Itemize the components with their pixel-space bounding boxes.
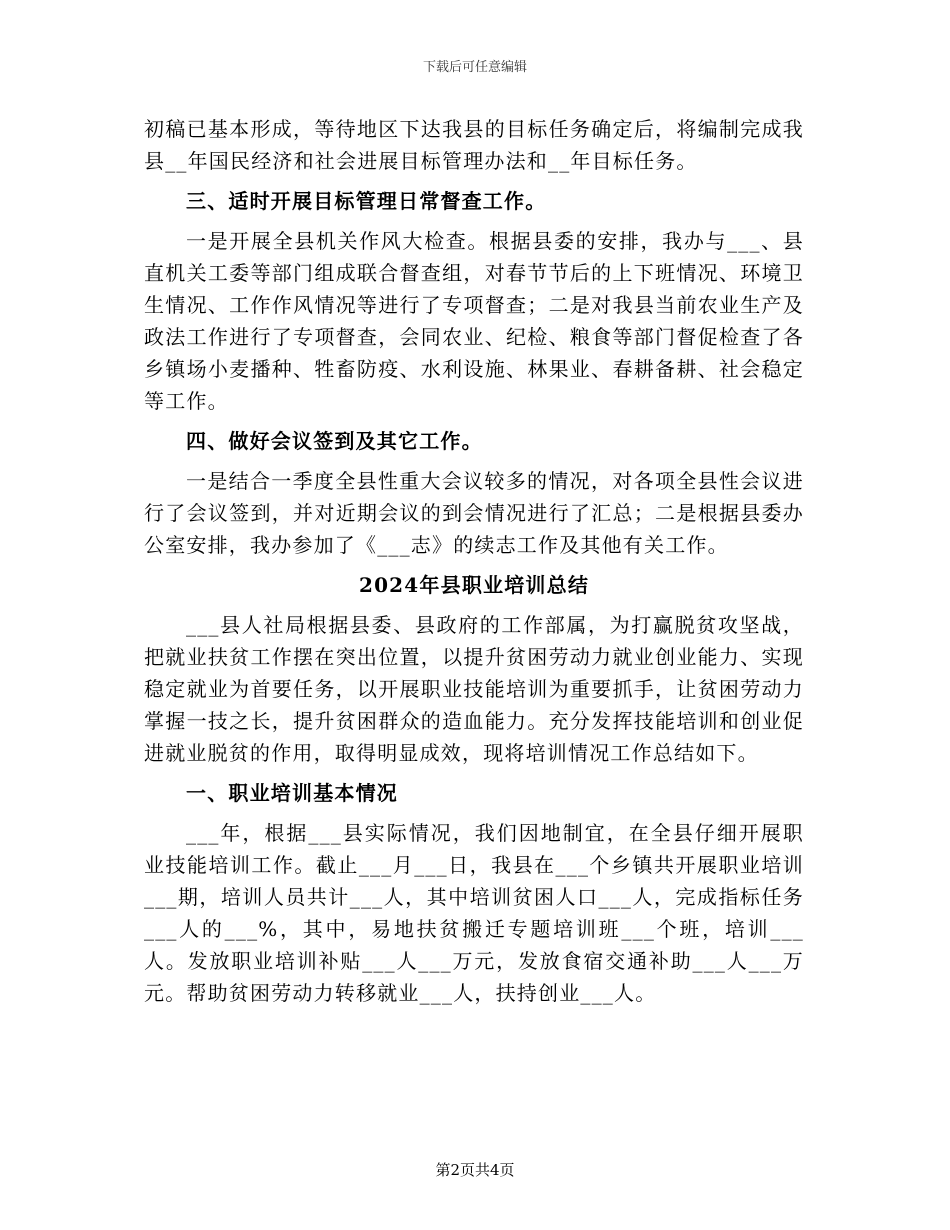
paragraph-meetings: 一是结合一季度全县性重大会议较多的情况，对各项全县性会议进行了会议签到，并对近期会议的到会情况进行了汇总；二是根据县委办公室安排，我办参加了《___志》的续志工作及其他有关工作。 bbox=[144, 469, 804, 557]
page-header: 下载后可任意编辑 bbox=[422, 60, 527, 75]
page-footer: 第2页共4页 bbox=[435, 1161, 515, 1179]
paragraph-training-stats: ___年，根据___县实际情况，我们因地制宜，在全县仔细开展职业技能培训工作。截止___月___日，我县在___个乡镇共开展职业培训___期，培训人员共计___人，其中培训贫困人口___人，完成指标任务___人的___%，其中，易地扶贫搬迁专题培训班___个班，培训___人。发放职业培训补贴___人___万元，发放食宿交通补助___人___万元。帮助贫困劳动力转移就业___人，扶持创业___人。 bbox=[144, 821, 804, 1005]
section-heading-4: 四、做好会议签到及其它工作。 bbox=[186, 429, 483, 453]
section-heading-3: 三、适时开展目标管理日常督查工作。 bbox=[186, 189, 547, 213]
section-heading-1: 一、职业培训基本情况 bbox=[186, 781, 398, 805]
paragraph-intro: ___县人社局根据县委、县政府的工作部属，为打赢脱贫攻坚战，把就业扶贫工作摆在突出位置，以提升贫困劳动力就业创业能力、实现稳定就业为首要任务，以开展职业技能培训为重要抓手，让贫困劳动力掌握一技之长，提升贫困群众的造血能力。充分发挥技能培训和创业促进就业脱贫的作用，取得明显成效，现将培训情况工作总结如下。 bbox=[144, 613, 804, 765]
paragraph-continuation: 初稿已基本形成，等待地区下达我县的目标任务确定后，将编制完成我县__年国民经济和社会进展目标管理办法和__年目标任务。 bbox=[144, 117, 804, 173]
document-title: 2024年县职业培训总结 bbox=[358, 573, 590, 597]
paragraph-inspection: 一是开展全县机关作风大检查。根据县委的安排，我办与___、县直机关工委等部门组成联合督查组，对春节节后的上下班情况、环境卫生情况、工作作风情况等进行了专项督查；二是对我县当前农业生产及政法工作进行了专项督查，会同农业、纪检、粮食等部门督促检查了各乡镇场小麦播种、牲畜防疫、水利设施、林果业、春耕备耕、社会稳定等工作。 bbox=[144, 229, 804, 413]
document-body bbox=[144, 113, 804, 1017]
